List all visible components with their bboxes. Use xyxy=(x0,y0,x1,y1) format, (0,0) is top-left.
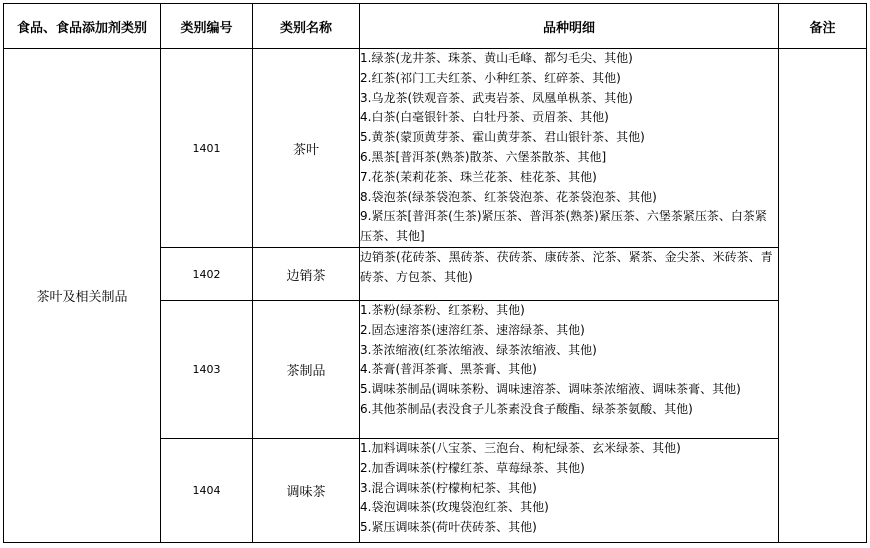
detail-line: 7.花茶(茉莉花茶、珠兰花茶、桂花茶、其他) xyxy=(360,169,597,184)
name-cell xyxy=(253,301,360,439)
detail-line: 1.绿茶(龙井茶、珠茶、黄山毛峰、都匀毛尖、其他) xyxy=(360,51,633,65)
name-cell xyxy=(253,248,360,301)
category-name: 茶叶 xyxy=(292,142,319,158)
code-cell xyxy=(161,439,253,543)
detail-line: 6.黑茶[普洱茶(熟茶)散茶、六堡茶散茶、其他] xyxy=(360,149,607,164)
header-remarks: 备注 xyxy=(779,4,867,49)
detail-line: 1.茶粉(绿茶粉、红茶粉、其他) xyxy=(360,303,525,317)
code-cell xyxy=(161,248,253,301)
header-name: 类别名称 xyxy=(253,4,360,49)
header-details: 品种明细 xyxy=(360,4,779,49)
group-label-cell xyxy=(4,49,161,543)
category-code: 1402 xyxy=(192,267,221,281)
category-code: 1401 xyxy=(192,141,221,155)
detail-line: 2.红茶(祁门工夫红茶、小种红茶、红碎茶、其他) xyxy=(360,70,621,85)
detail-line: 2.加香调味茶(柠檬红茶、草莓绿茶、其他) xyxy=(360,460,585,475)
group-label: 茶叶及相关制品 xyxy=(36,290,128,305)
detail-line: 4.白茶(白毫银针茶、白牡丹茶、贡眉茶、其他) xyxy=(360,110,609,125)
details-cell xyxy=(360,301,779,439)
category-code: 1403 xyxy=(192,363,221,376)
details-cell xyxy=(360,49,779,248)
code-cell xyxy=(161,49,253,248)
category-name: 茶制品 xyxy=(286,364,326,379)
detail-line: 3.乌龙茶(铁观音茶、武夷岩茶、凤凰单枞茶、其他) xyxy=(360,90,633,105)
detail-line: 6.其他茶制品(表没食子儿茶素没食子酸酯、绿茶茶氨酸、其他) xyxy=(360,401,693,416)
category-code: 1404 xyxy=(192,484,221,497)
name-cell xyxy=(253,49,360,248)
detail-line: 1.加料调味茶(八宝茶、三泡台、枸杞绿茶、玄米绿茶、其他) xyxy=(360,441,681,455)
header-row xyxy=(4,4,867,49)
detail-line: 5.调味茶制品(调味茶粉、调味速溶茶、调味茶浓缩液、调味茶膏、其他) xyxy=(360,382,741,397)
category-name: 调味茶 xyxy=(286,485,326,500)
detail-line: 9.紧压茶[普洱茶(生茶)紧压茶、普洱茶(熟茶)紧压茶、六堡茶紧压茶、白茶紧压茶、其他] xyxy=(360,209,767,244)
detail-line: 5.黄茶(蒙顶黄芽茶、霍山黄芽茶、君山银针茶、其他) xyxy=(360,130,645,145)
remarks-cell xyxy=(779,49,867,543)
category-name: 边销茶 xyxy=(286,268,326,284)
detail-line: 8.袋泡茶(绿茶袋泡茶、红茶袋泡茶、花茶袋泡茶、其他) xyxy=(360,189,657,204)
details-cell xyxy=(360,248,779,301)
table-row-1401 xyxy=(4,49,867,248)
detail-line: 4.茶膏(普洱茶膏、黑茶膏、其他) xyxy=(360,362,537,377)
detail-line: 边销茶(花砖茶、黑砖茶、茯砖茶、康砖茶、沱茶、紧茶、金尖茶、米砖茶、青砖茶、方包茶、其他) xyxy=(360,250,773,284)
header-food-category: 食品、食品添加剂类别 xyxy=(4,4,161,49)
food-category-table xyxy=(3,3,867,543)
detail-line: 3.茶浓缩液(红茶浓缩液、绿茶浓缩液、其他) xyxy=(360,342,597,357)
detail-line: 4.袋泡调味茶(玫瑰袋泡红茶、其他) xyxy=(360,500,549,515)
detail-line: 2.固态速溶茶(速溶红茶、速溶绿茶、其他) xyxy=(360,322,585,337)
detail-line: 3.混合调味茶(柠檬枸杞茶、其他) xyxy=(360,480,537,495)
name-cell xyxy=(253,439,360,543)
header-code: 类别编号 xyxy=(161,4,253,49)
detail-line: 5.紧压调味茶(荷叶茯砖茶、其他) xyxy=(360,520,537,535)
details-cell xyxy=(360,439,779,543)
code-cell xyxy=(161,301,253,439)
